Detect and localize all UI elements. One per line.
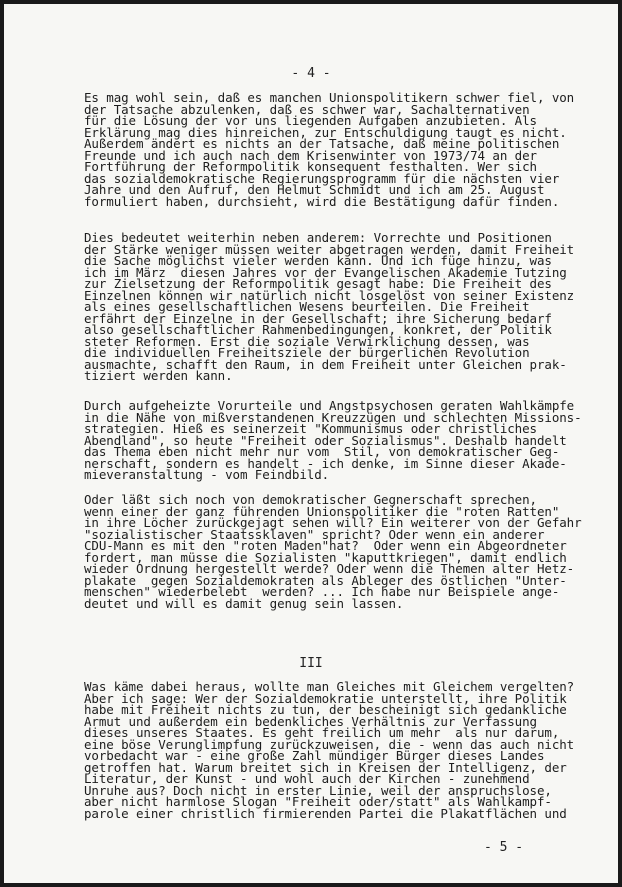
text-line: Armut und außerdem ein bedenkliches Verhältnis zur Verfassung [84,713,537,729]
text-line: eine böse Verunglimpfung zurückzuweisen, die - wenn das auch nicht [84,736,575,752]
text-line: Abendland", so heute "Freiheit oder Sozialismus". Deshalb handelt [84,432,567,448]
text-line: also gesellschaftlicher Rahmenbedingungen, konkret, der Politik [84,322,552,337]
text-line: Oder läßt sich noch von demokratischer Gegnerschaft sprechen, [84,492,537,507]
text-line: menschen" wiederbelebt werden? ... Ich habe nur Beispiele ange- [84,584,560,599]
text-line: der Tatsache abzulenken, daß es schwer war, Sachalternativen [84,101,530,117]
text-line: Aber ich sage: Wer der Sozialdemokratie unterstellt, ihre Politik [84,690,567,706]
text-line: das sozialdemokratische Regierungsprogramm für die nächsten vier [84,170,560,186]
text-line: zur Zielsetzung der Reformpolitik gesagt habe: Die Freiheit des [84,276,552,291]
text-line: Fortführung der Reformpolitik konsequent festhalten. Wer sich [84,159,537,174]
text-line: Dies bedeutet weiterhin neben anderem: Vorrechte und Positionen [84,230,552,245]
paragraph-2 [84,230,575,383]
text-line: steter Reformen. Erst die soziale Verwirklichung dessen, was [84,333,530,349]
paragraph-3 [84,398,582,482]
text-line: Unruhe aus? Doch nicht in erster Linie, weil der anspruchslose, [84,782,552,798]
text-line: für die Lösung der vor uns liegenden Aufgaben anzubieten. Als [84,113,537,128]
next-page-number: - 5 - [484,840,524,855]
text-line: getroffen hat. Warum breitet sich in Kreisen der Intelligenz, der [84,759,567,775]
text-line: wenn einer der ganz führenden Unionspolitiker die "roten Ratten" [84,503,560,519]
text-line: habe mit Freiheit nichts zu tun, der bescheinigt sich gedankliche [84,702,567,717]
text-line: vorbedacht war - eine große Zahl mündiger Bürger dieses Landes [84,748,545,763]
text-line: ich im März diesen Jahres vor der Evangelischen Akademie Tutzing [84,264,567,280]
text-line: strategien. Hieß es seinerzeit "Kommunismus oder christliches [84,421,537,436]
section-paragraph-1 [84,679,575,821]
text-line: Durch aufgeheizte Vorurteile und Angstpsychosen geraten Wahlkämpfe [84,398,575,413]
text-line: plakate gegen Sozialdemokraten als Ableger des östlichen "Unter- [84,572,567,588]
text-line: Freunde und ich auch nach dem Krisenwinter von 1973/74 an der [84,147,537,163]
page-number: - 4 - [291,66,331,81]
paragraph-4 [84,492,582,611]
text-line: deutet und will es damit genug sein lassen. [84,595,404,611]
text-line: fordert, man müsse die Sozialisten "kaputtkriegen", damit endlich [84,549,567,565]
text-line: Außerdem ändert es nichts an der Tatsache, daß meine politischen [84,136,560,151]
text-line: Es mag wohl sein, daß es manchen Unionspolitikern schwer fiel, von [84,90,575,105]
text-line: erfährt der Einzelne in der Gesellschaft; ihre Sicherung bedarf [84,310,552,326]
text-line: nerschaft, sondern es handelt - ich denke, im Sinne dieser Akade- [84,455,567,471]
text-line: Jahre und den Aufruf, den Helmut Schmidt und ich am 25. August [84,182,545,197]
text-line: aber nicht harmlose Slogan "Freiheit oder/statt" als Wahlkampf- [84,794,552,809]
section-heading: III [299,656,323,671]
text-line: tiziert werden kann. [84,368,233,383]
text-line: das Thema eben nicht mehr nur vom Stil, von demokratischer Geg- [84,444,560,459]
text-line: in die Nähe von mißverstandenen Kreuzzügen und schlechten Missions- [84,409,582,425]
text-line: Einzelnen können wir natürlich nicht losgelöst von seiner Existenz [84,287,575,303]
text-line: mieveranstaltung - vom Feindbild. [84,467,330,482]
text-line: CDU-Mann es mit den "roten Maden"hat? Oder wenn ein Abgeordneter [84,538,567,553]
text-line: formuliert haben, durchsieht, wird die Bestätigung dafür finden. [84,193,560,209]
paragraph-1 [84,90,575,209]
text-line: der Stärke weniger müssen weiter abgetragen werden, damit Freiheit [84,241,575,257]
text-line: wieder Ordnung hergestellt werde? Oder wenn die Themen alter Hetz- [84,561,575,576]
text-line: Erklärung mag dies hinreichen, zur Entschuldigung taugt es nicht. [84,124,567,140]
text-line: parole einer christlich firmierenden Partei die Plakatflächen und [84,805,567,821]
text-line: die individuellen Freiheitsziele der bürgerlichen Revolution [84,345,530,360]
document-page [4,4,618,883]
text-line: in ihre Löcher zurückgejagt sehen will? Ein weiterer von der Gefahr [84,515,582,530]
text-line: als eines gesellschaftlichen Wesens beurteilen. Die Freiheit [84,299,530,314]
text-line: Literatur, der Kunst - und wohl auch der Kirchen - zunehmend [84,771,530,786]
text-line: ausmachte, schafft den Raum, in dem Freiheit unter Gleichen prak- [84,356,567,372]
text-line: "sozialistischer Staatssklaven" spricht? Oder wenn ein anderer [84,526,545,542]
text-line: die Sache möglichst vieler werden kann. Und ich füge hinzu, was [84,253,552,268]
text-line: dieses unseres Staates. Es geht freilich um mehr als nur darum, [84,725,560,740]
text-line: Was käme dabei heraus, wollte man Gleiches mit Gleichem vergelten? [84,679,575,694]
